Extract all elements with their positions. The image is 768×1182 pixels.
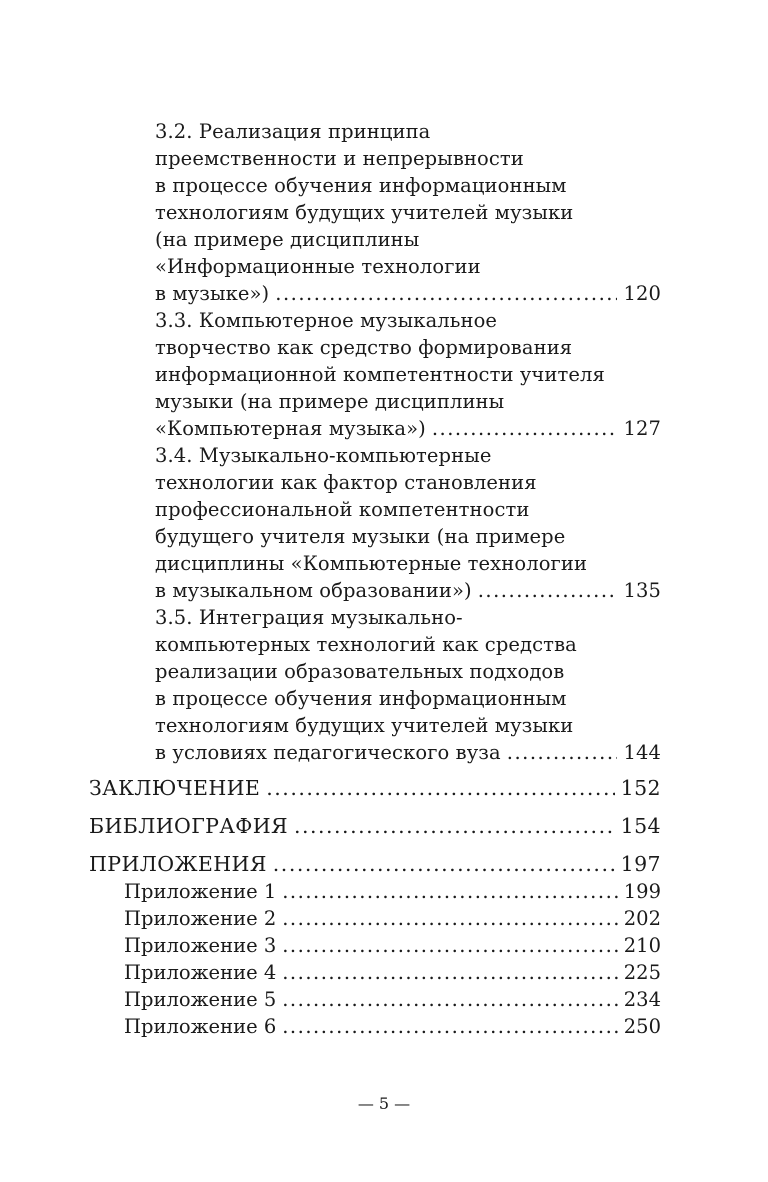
page-number: 154	[620, 814, 661, 838]
toc-chapter-bibliography	[89, 813, 661, 840]
toc-appendix-4	[89, 959, 661, 986]
toc-entry-line: информационной компетентности учителя	[155, 363, 605, 386]
page-number: 210	[623, 934, 661, 957]
toc-entry-line: музыки (на примере дисциплины	[155, 390, 505, 413]
toc-appendix-6	[89, 1013, 661, 1040]
toc-entry-last-line	[155, 739, 661, 766]
page-number: 144	[623, 741, 661, 764]
dot-leader	[282, 1013, 618, 1040]
dot-leader	[432, 415, 618, 442]
page-number: 135	[623, 579, 661, 602]
toc-entry-line: в условиях педагогического вуза	[155, 741, 501, 764]
toc-entry-line: преемственности и непрерывности	[155, 147, 524, 170]
page-number: 202	[623, 907, 661, 930]
appendix-title: Приложение 5	[124, 988, 277, 1011]
toc-entry-line: 3.4. Музыкально-компьютерные	[155, 444, 492, 467]
toc-entry-line: технологиям будущих учителей музыки	[155, 714, 574, 737]
page-number: 197	[620, 852, 661, 876]
dot-leader	[507, 739, 618, 766]
toc-appendix-1	[89, 878, 661, 905]
toc-entry-3-3	[89, 307, 661, 442]
toc-entry-line: компьютерных технологий как средства	[155, 633, 577, 656]
page-number: 152	[620, 776, 661, 800]
toc-appendix-2	[89, 905, 661, 932]
toc-entry-line: 3.5. Интеграция музыкально-	[155, 606, 463, 629]
toc-entry-3-2	[89, 118, 661, 307]
toc-entry-line: «Компьютерная музыка»)	[155, 417, 426, 440]
toc-entry-line: в процессе обучения информационным	[155, 174, 567, 197]
toc-appendix-5	[89, 986, 661, 1013]
appendix-title: Приложение 1	[124, 880, 277, 903]
dot-leader	[282, 932, 618, 959]
appendix-title: Приложение 3	[124, 934, 277, 957]
toc-entry-last-line	[155, 415, 661, 442]
dot-leader	[294, 813, 615, 840]
page-number: 199	[623, 880, 661, 903]
dot-leader	[282, 905, 618, 932]
page-number: 250	[623, 1015, 661, 1038]
dot-leader	[273, 851, 615, 878]
dot-leader	[282, 959, 618, 986]
toc-entry-line: технологии как фактор становления	[155, 471, 537, 494]
appendix-title: Приложение 4	[124, 961, 277, 984]
dot-leader	[478, 577, 618, 604]
toc-entry-last-line	[155, 280, 661, 307]
toc-entry-line: будущего учителя музыки (на примере	[155, 525, 566, 548]
toc-entry-line: технологиям будущих учителей музыки	[155, 201, 574, 224]
toc-entry-3-5	[89, 604, 661, 766]
toc-entry-line: дисциплины «Компьютерные технологии	[155, 552, 588, 575]
toc-chapter-conclusion	[89, 775, 661, 802]
toc-entry-line: в процессе обучения информационным	[155, 687, 567, 710]
page-number: 120	[623, 282, 661, 305]
toc-entry-last-line	[155, 577, 661, 604]
dot-leader	[266, 775, 614, 802]
dot-leader	[282, 878, 618, 905]
chapter-title: БИБЛИОГРАФИЯ	[89, 814, 288, 838]
table-of-contents	[89, 118, 661, 1040]
toc-entry-line: в музыкальном образовании»)	[155, 579, 472, 602]
toc-entry-3-4	[89, 442, 661, 604]
dot-leader	[282, 986, 618, 1013]
toc-entry-line: (на примере дисциплины	[155, 228, 420, 251]
toc-chapter-appendices	[89, 851, 661, 878]
appendix-title: Приложение 2	[124, 907, 277, 930]
chapter-title: ЗАКЛЮЧЕНИЕ	[89, 776, 261, 800]
toc-appendix-3	[89, 932, 661, 959]
page-folio: — 5 —	[357, 1094, 411, 1113]
toc-entry-line: «Информационные технологии	[155, 255, 481, 278]
dot-leader	[275, 280, 617, 307]
toc-entry-line: профессиональной компетентности	[155, 498, 530, 521]
toc-entry-line: творчество как средство формирования	[155, 336, 573, 359]
page-number: 127	[623, 417, 661, 440]
appendix-title: Приложение 6	[124, 1015, 277, 1038]
toc-entry-line: в музыке»)	[155, 282, 270, 305]
chapter-title: ПРИЛОЖЕНИЯ	[89, 852, 267, 876]
toc-entry-line: 3.3. Компьютерное музыкальное	[155, 309, 498, 332]
page-number: 225	[623, 961, 661, 984]
page-number: 234	[623, 988, 661, 1011]
toc-entry-line: 3.2. Реализация принципа	[155, 120, 431, 143]
toc-entry-line: реализации образовательных подходов	[155, 660, 565, 683]
